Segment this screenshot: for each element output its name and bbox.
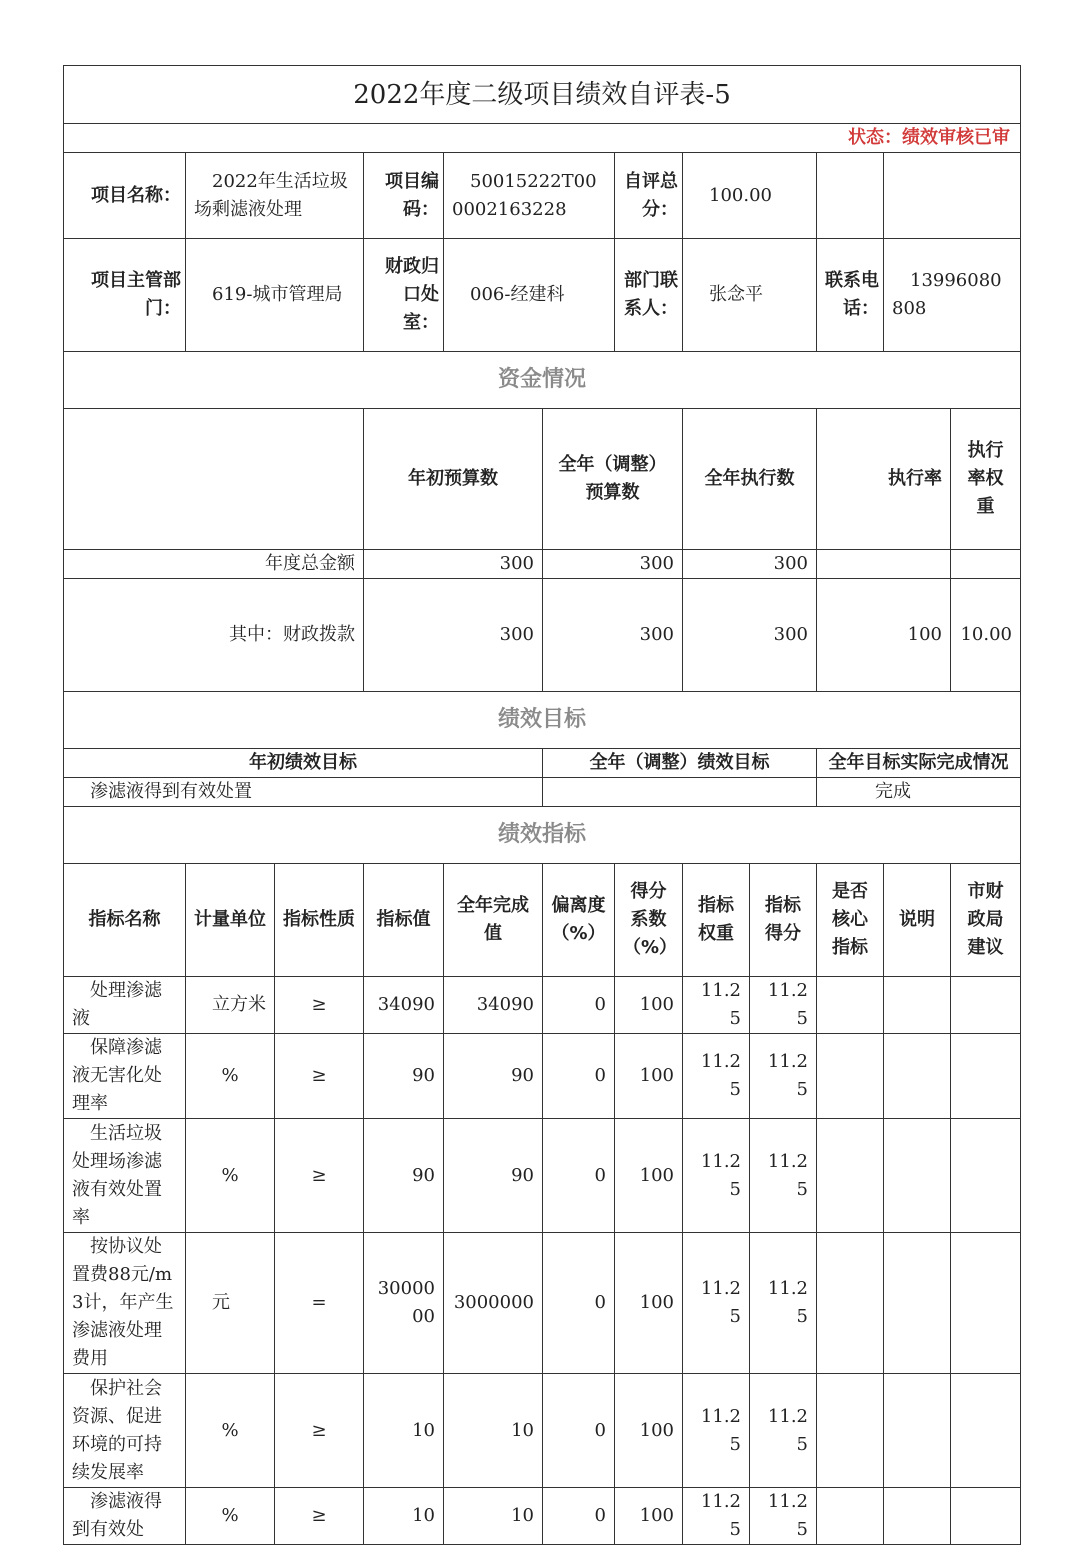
ind-note: [884, 1488, 951, 1545]
ind-actual: 10: [444, 1374, 543, 1488]
funds-initial: 300: [364, 579, 543, 692]
ind-nature: ≥: [275, 977, 364, 1034]
funds-row: [64, 579, 1021, 692]
table-row: [64, 1374, 1021, 1488]
ind-core: [817, 1374, 884, 1488]
ind-actual: 34090: [444, 977, 543, 1034]
funds-weight: 10.00: [951, 579, 1021, 692]
ind-deviation: 0: [543, 1488, 615, 1545]
office-label: 财政归口处室：: [364, 239, 444, 352]
goals-header-adjusted: 全年（调整）绩效目标: [543, 749, 817, 778]
ind-score: 11.25: [750, 1488, 817, 1545]
table-row: [64, 1119, 1021, 1233]
ind-unit: %: [186, 1119, 275, 1233]
ind-target: 34090: [364, 977, 444, 1034]
ind-weight: 11.25: [683, 1034, 750, 1119]
ind-core: [817, 1119, 884, 1233]
ind-name: 保护社会资源、促进环境的可持续发展率: [64, 1374, 186, 1488]
ind-header-coef: 得分系数（%）: [615, 864, 683, 977]
ind-deviation: 0: [543, 977, 615, 1034]
ind-actual: 3000000: [444, 1233, 543, 1374]
goals-section-title: 绩效目标: [64, 692, 1021, 749]
ind-unit: 元: [186, 1233, 275, 1374]
ind-nature: ≥: [275, 1119, 364, 1233]
table-row: [64, 1488, 1021, 1545]
funds-header-executed: 全年执行数: [683, 409, 817, 550]
ind-unit: %: [186, 1374, 275, 1488]
funds-header-initial: 年初预算数: [364, 409, 543, 550]
ind-weight: 11.25: [683, 1488, 750, 1545]
status-label: 状态：绩效审核已审: [64, 124, 1021, 153]
ind-note: [884, 1119, 951, 1233]
ind-advice: [951, 1488, 1021, 1545]
project-name-label: 项目名称：: [64, 153, 186, 239]
funds-executed: 300: [683, 550, 817, 579]
ind-unit: 立方米: [186, 977, 275, 1034]
funds-rate: [817, 550, 951, 579]
funds-row: [64, 550, 1021, 579]
ind-core: [817, 1034, 884, 1119]
ind-target: 90: [364, 1119, 444, 1233]
ind-score: 11.25: [750, 1119, 817, 1233]
table-row: [64, 1034, 1021, 1119]
goals-actual: 完成: [817, 778, 1021, 807]
funds-row-label: 年度总金额: [64, 550, 364, 579]
phone-label: 联系电话：: [817, 239, 884, 352]
funds-row-label: 其中：财政拨款: [64, 579, 364, 692]
ind-advice: [951, 977, 1021, 1034]
funds-header-weight: 执行率权重: [951, 409, 1021, 550]
ind-header-core: 是否核心指标: [817, 864, 884, 977]
ind-note: [884, 1034, 951, 1119]
funds-header-rate: 执行率: [817, 409, 951, 550]
ind-score: 11.25: [750, 977, 817, 1034]
evaluation-sheet: [63, 65, 1020, 1540]
ind-header-score: 指标得分: [750, 864, 817, 977]
ind-actual: 10: [444, 1488, 543, 1545]
ind-header-target: 指标值: [364, 864, 444, 977]
ind-header-nature: 指标性质: [275, 864, 364, 977]
dept-value: 619-城市管理局: [186, 239, 364, 352]
project-code-label: 项目编码：: [364, 153, 444, 239]
ind-coef: 100: [615, 1488, 683, 1545]
ind-nature: ≥: [275, 1488, 364, 1545]
ind-header-name: 指标名称: [64, 864, 186, 977]
ind-target: 10: [364, 1374, 444, 1488]
score-value: 100.00: [683, 153, 817, 239]
ind-header-advice: 市财政局建议: [951, 864, 1021, 977]
ind-advice: [951, 1374, 1021, 1488]
ind-coef: 100: [615, 1233, 683, 1374]
ind-nature: =: [275, 1233, 364, 1374]
indicators-section-title: 绩效指标: [64, 807, 1021, 864]
ind-name: 保障渗滤液无害化处理率: [64, 1034, 186, 1119]
phone-value: 13996080808: [884, 239, 1021, 352]
project-name-value: 2022年生活垃圾场剩滤液处理: [186, 153, 364, 239]
ind-nature: ≥: [275, 1034, 364, 1119]
ind-target: 3000000: [364, 1233, 444, 1374]
ind-score: 11.25: [750, 1374, 817, 1488]
ind-coef: 100: [615, 1119, 683, 1233]
ind-advice: [951, 1233, 1021, 1374]
ind-core: [817, 1233, 884, 1374]
funds-section-title: 资金情况: [64, 352, 1021, 409]
goals-header-actual: 全年目标实际完成情况: [817, 749, 1021, 778]
ind-target: 90: [364, 1034, 444, 1119]
ind-weight: 11.25: [683, 1233, 750, 1374]
ind-note: [884, 1233, 951, 1374]
funds-adjusted: 300: [543, 579, 683, 692]
funds-header-adjusted: 全年（调整）预算数: [543, 409, 683, 550]
goals-header-initial: 年初绩效目标: [64, 749, 543, 778]
ind-deviation: 0: [543, 1119, 615, 1233]
ind-core: [817, 1488, 884, 1545]
ind-score: 11.25: [750, 1034, 817, 1119]
ind-actual: 90: [444, 1034, 543, 1119]
ind-deviation: 0: [543, 1374, 615, 1488]
funds-adjusted: 300: [543, 550, 683, 579]
score-label: 自评总分：: [615, 153, 683, 239]
ind-score: 11.25: [750, 1233, 817, 1374]
empty-cell: [817, 153, 884, 239]
table-row: [64, 1233, 1021, 1374]
ind-deviation: 0: [543, 1233, 615, 1374]
ind-actual: 90: [444, 1119, 543, 1233]
ind-deviation: 0: [543, 1034, 615, 1119]
ind-weight: 11.25: [683, 1119, 750, 1233]
ind-weight: 11.25: [683, 977, 750, 1034]
ind-header-note: 说明: [884, 864, 951, 977]
table-row: [64, 977, 1021, 1034]
ind-target: 10: [364, 1488, 444, 1545]
ind-name: 按协议处置费88元/m3计，年产生渗滤液处理费用: [64, 1233, 186, 1374]
ind-note: [884, 1374, 951, 1488]
ind-header-weight: 指标权重: [683, 864, 750, 977]
ind-advice: [951, 1119, 1021, 1233]
ind-coef: 100: [615, 1374, 683, 1488]
ind-header-deviation: 偏离度（%）: [543, 864, 615, 977]
funds-weight: [951, 550, 1021, 579]
ind-coef: 100: [615, 977, 683, 1034]
ind-nature: ≥: [275, 1374, 364, 1488]
page-title: 2022年度二级项目绩效自评表-5: [64, 66, 1021, 124]
ind-core: [817, 977, 884, 1034]
project-code-value: 50015222T000002163228: [444, 153, 615, 239]
ind-name: 处理渗滤液: [64, 977, 186, 1034]
goals-initial: 渗滤液得到有效处置: [64, 778, 543, 807]
ind-weight: 11.25: [683, 1374, 750, 1488]
ind-coef: 100: [615, 1034, 683, 1119]
funds-executed: 300: [683, 579, 817, 692]
dept-label: 项目主管部门：: [64, 239, 186, 352]
ind-unit: %: [186, 1488, 275, 1545]
ind-note: [884, 977, 951, 1034]
contact-label: 部门联系人：: [615, 239, 683, 352]
ind-header-actual: 全年完成值: [444, 864, 543, 977]
funds-initial: 300: [364, 550, 543, 579]
ind-name: 生活垃圾处理场渗滤液有效处置率: [64, 1119, 186, 1233]
ind-header-unit: 计量单位: [186, 864, 275, 977]
office-value: 006-经建科: [444, 239, 615, 352]
empty-cell: [884, 153, 1021, 239]
funds-rate: 100: [817, 579, 951, 692]
ind-advice: [951, 1034, 1021, 1119]
contact-value: 张念平: [683, 239, 817, 352]
empty-cell: [64, 409, 364, 550]
evaluation-table: [63, 65, 1021, 1545]
goals-adjusted: [543, 778, 817, 807]
ind-unit: %: [186, 1034, 275, 1119]
ind-name: 渗滤液得到有效处: [64, 1488, 186, 1545]
